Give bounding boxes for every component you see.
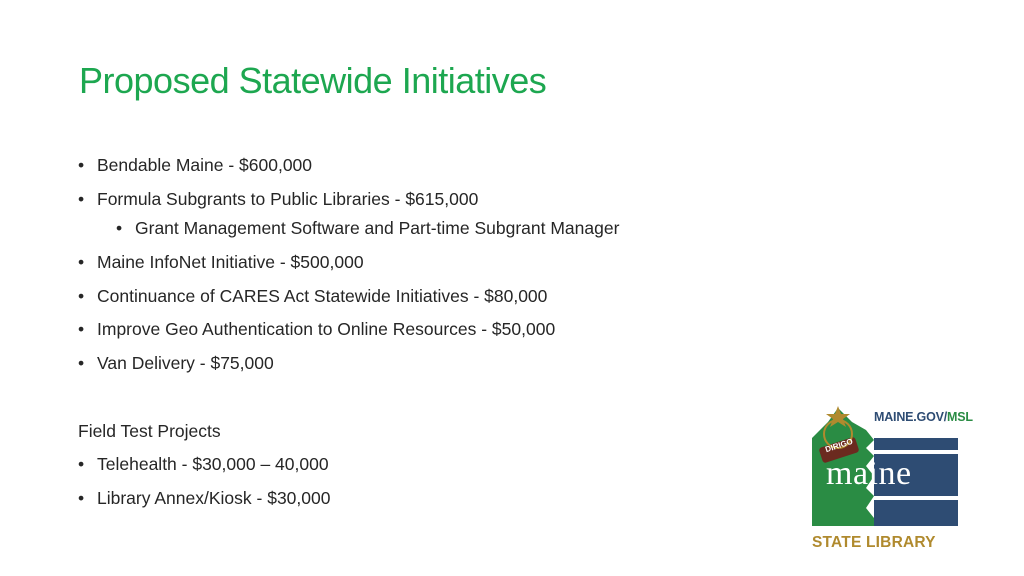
field-test-text: Library Annex/Kiosk - $30,000 [97, 488, 331, 508]
logo-e-stripe [874, 496, 958, 500]
initiative-text: Improve Geo Authentication to Online Resources - $50,000 [97, 319, 556, 339]
bullet-icon: • [116, 218, 123, 238]
bullet-icon: • [78, 252, 85, 272]
initiative-text: Maine InfoNet Initiative - $500,000 [97, 252, 364, 272]
bullet-icon: • [78, 319, 85, 339]
logo-footer-text: STATE LIBRARY [812, 534, 936, 551]
maine-state-library-logo [808, 404, 973, 554]
initiative-text: Formula Subgrants to Public Libraries - $615,000 [97, 189, 479, 209]
initiative-text: Grant Management Software and Part-time Subgrant Manager [135, 218, 620, 238]
logo-url [874, 410, 973, 424]
bullet-icon: • [78, 155, 85, 175]
field-test-text: Telehealth - $30,000 – 40,000 [97, 454, 329, 474]
logo-e-stripe [874, 450, 958, 454]
logo-url-domain: MAINE.GOV/ [874, 410, 948, 424]
logo-seal-text: DIRIGO [824, 436, 854, 455]
bullet-icon: • [78, 488, 85, 508]
bullet-icon: • [78, 353, 85, 373]
bullet-icon: • [78, 286, 85, 306]
initiative-text: Van Delivery - $75,000 [97, 353, 274, 373]
initiative-text: Bendable Maine - $600,000 [97, 155, 313, 175]
logo-wordmark: maine [826, 455, 912, 492]
initiative-text: Continuance of CARES Act Statewide Initiatives - $80,000 [97, 286, 548, 306]
bullet-icon: • [78, 189, 85, 209]
logo-url-path: MSL [947, 410, 973, 424]
slide-title: Proposed Statewide Initiatives [79, 60, 547, 101]
bullet-icon: • [78, 454, 85, 474]
